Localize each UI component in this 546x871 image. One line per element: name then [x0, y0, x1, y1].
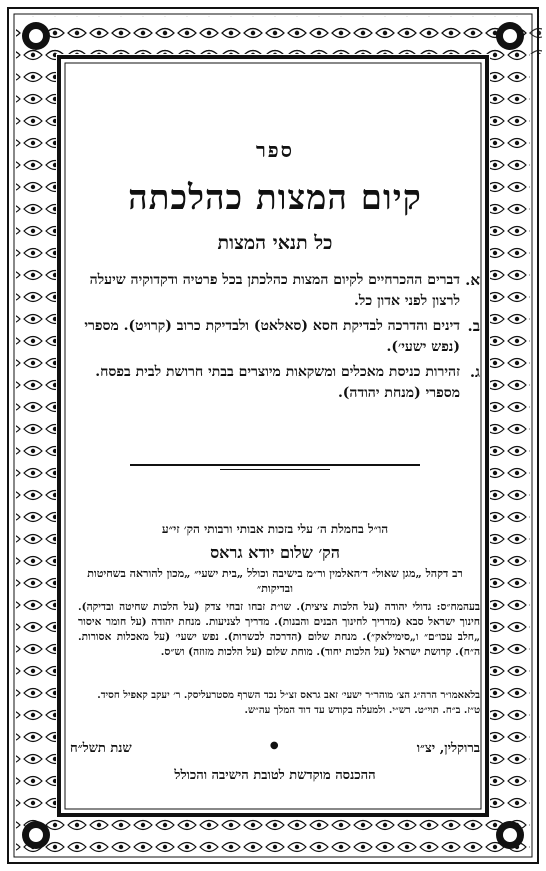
book-title: קיום המצות כהלכתה — [128, 178, 422, 218]
place: ברוקלין, יצ״ו — [416, 741, 480, 756]
sefer-label: ספר — [255, 138, 295, 162]
item-text: זהירות כניסת מאכלים ומשקאות מיוצרים בבתי חרושת לבית בפסח. מספרי (מנחת יהודה). — [95, 364, 460, 401]
author-title: רב דקהל „מגן שאול״ ד׳האלמין ור״מ בישיבה וכולל „בית ישעי״ „מכון להוראה בשחיטות ובדיקות״ — [87, 567, 463, 595]
divider — [130, 464, 420, 466]
author-writings: בעהמח״ס: גדולי יהודה (על הלכות ציצית). שו״ת זבחו זבחי צדק (על הלכות שחיטה ובדיקה). חינוך ישראל סבא (מדריך לחינוך הבנים והבנות). מדריך לצניעות. מנחת יהודה (על חומר איסור „חלב עכו״ם״ ו„סימילאק״). מנחת שלום (הדרכה לכשרות). נפש ישעי׳ (על מאכלות אסורות. ה״ח). קדושת ישראל (על הלכות יחוד). מוחת שלום (על הלכות מזוזה) וש״ס. — [78, 601, 480, 658]
contents-list — [76, 270, 480, 408]
list-item — [76, 316, 480, 358]
bullet-icon: ● — [269, 740, 279, 751]
dedication-line: הו״ל בחמלת ה׳ עלי בזכות אבותי ורבותי הק׳ זי״ע — [161, 522, 389, 536]
item-text: דברים ההכרחיים לקיום המצות כהלכתן בכל פרטיה ודקדוקיה שיעלה לרצון לפני אדון כל. — [89, 272, 460, 309]
item-text: דינים והדרכה לבדיקת חסא (סאלאט) ולבדיקת כרוב (קרויט). מספרי (נפש ישעי׳). — [84, 318, 460, 355]
item-mark: ג. — [469, 363, 480, 381]
list-item — [76, 362, 480, 404]
item-mark: ב. — [467, 317, 480, 335]
item-mark: א. — [465, 271, 480, 289]
proceeds-note: ההכנסה מוקדשת לטובת הישיבה והכולל — [174, 768, 376, 783]
list-item — [76, 270, 480, 312]
imprint-row — [70, 740, 480, 756]
year: שנת תשל״ח — [70, 741, 132, 756]
title-page — [70, 60, 480, 800]
divider — [220, 469, 330, 470]
author-name: הק׳ שלום יודא גראס — [210, 543, 340, 562]
lineage-note: בלאאמו״ר הרה״ג הצ׳ מוהר״ר ישעי׳ זאב גראס זצ״ל נכד השרף מסטרעליסק. ר׳ יעקב קאפיל חסיד. ט״ז. ב״ח. תוי״ט. רש״י. ולמעלה בקודש עד דוד המלך עה״ש. — [97, 690, 480, 716]
book-subtitle: כל תנאי המצות — [217, 232, 333, 254]
